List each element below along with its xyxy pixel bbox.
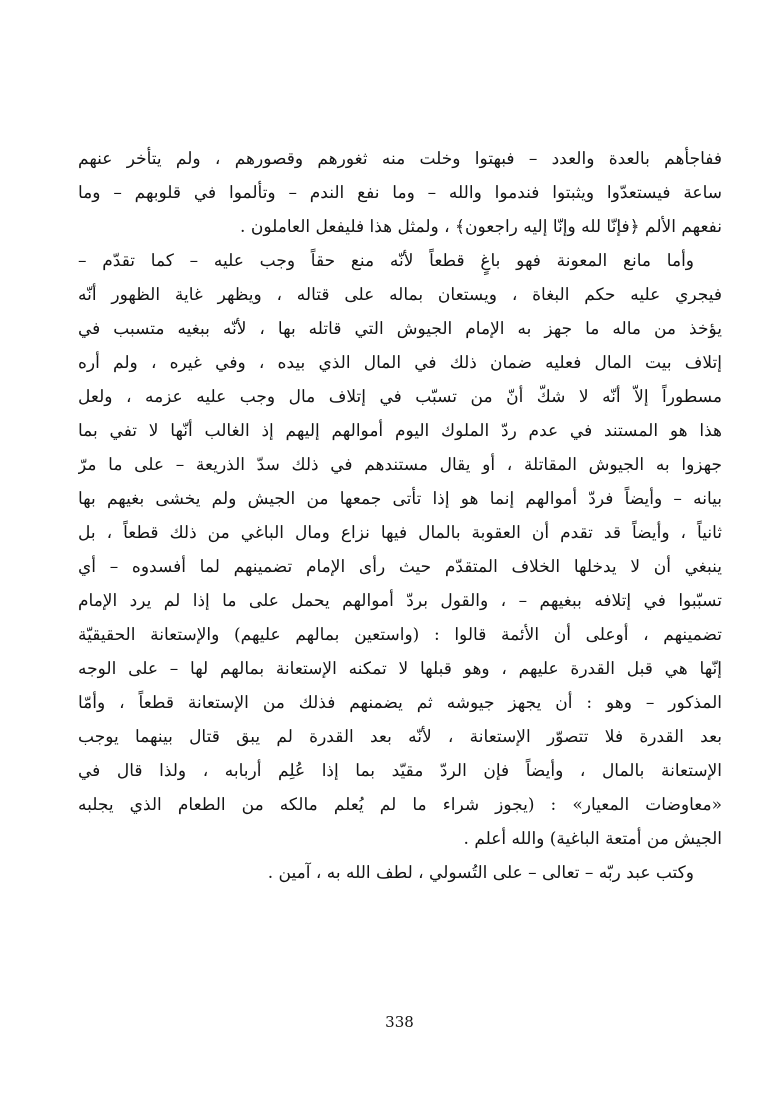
text-line: بيانه – وأيضاً فردّ أموالهم إنما هو إذا تأتى جمعها من الجيش ولم يخشى بغيهم بها [78,489,722,509]
text-line: المذكور – وهو : أن يجهز جيوشه ثم يضمنهم فذلك من الإستعانة قطعاً ، وأمّا [78,693,722,713]
page-number: 338 [385,1013,414,1031]
text-line: ففاجأهم بالعدة والعدد – فبهتوا وخلت منه ثغورهم وقصورهم ، ولم يتأخر عنهم [78,149,722,169]
paragraph-start-line: وأما مانع المعونة فهو باغٍ قطعاً لأنّه منع حقاً وجب عليه – كما تقدّم – [78,251,694,271]
text-line: إتلاف بيت المال فعليه ضمان ذلك في المال الذي بيده ، وفي غيره ، ولم أره [78,353,722,373]
paragraph-end-line: نفعهم الألم ﴿فإنّا لله وإنّا إليه راجعون﴾ ، ولمثل هذا فليفعل العاملون . [240,217,722,237]
text-line: فيجري عليه حكم البغاة ، ويستعان بماله على قتاله ، ويظهر غاية الظهور أنّه [78,285,722,305]
text-line: ينبغي أن لا يدخلها الخلاف المتقدّم حيث رأى الإمام تضمينهم لما أفسدوه – أي [78,557,722,577]
text-line: الإستعانة بالمال ، وأيضاً فإن الردّ مقيّد بما إذا عُلِم أربابه ، ولذا قال في [78,761,722,781]
text-line: مسطوراً إلاّ أنّه لا شكّ أنّ من تسبّب في إتلاف مال وجب عليه عزمه ، ولعل [78,387,722,407]
closing-line: وكتب عبد ربّه – تعالى – على التُسولي ، لطف الله به ، آمين . [267,863,694,883]
text-line: بعد القدرة فلا تتصوّر الإستعانة ، لأنّه بعد القدرة لم يبق قتال بينهما يوجب [78,727,722,747]
paragraph-end-line: الجيش من أمتعة الباغية) والله أعلم . [463,829,722,849]
text-line: إنّها هي قبل القدرة عليهم ، وهو قبلها لا تمكنه الإستعانة بمالهم لها – على الوجه [78,659,722,679]
text-line: تضمينهم ، أوعلى أن الأئمة قالوا : (واستعين بمالهم عليهم) والإستعانة الحقيقيّة [78,625,722,645]
text-line: هذا هو المستند في عدم ردّ الملوك اليوم أموالهم إليهم إذ الغالب أنّها لا تفي بما [78,421,722,441]
text-line: جهزوا به الجيوش المقاتلة ، أو يقال مستندهم في ذلك سدّ الذريعة – على ما مرّ [78,455,722,475]
text-line: تسبّبوا في إتلافه ببغيهم – ، والقول بردّ أموالهم يحمل على ما إذا لم يرد الإمام [78,591,722,611]
text-line: ساعة فيستعدّوا ويثبتوا فندموا والله – وما نفع الندم – وتألموا في قلوبهم – وما [78,183,722,203]
text-line: يؤخذ من ماله ما جهز به الإمام الجيوش التي قاتله بها ، لأنّه ببغيه متسبب في [78,319,722,339]
text-line: «معاوضات المعيار» : (يجوز شراء ما لم يُعلم مالكه من الطعام الذي يجلبه [78,795,722,815]
text-line: ثانياً ، وأيضاً قد تقدم أن العقوبة بالمال فيها نزاع ومال الباغي من ذلك قطعاً ، بل [78,523,722,543]
